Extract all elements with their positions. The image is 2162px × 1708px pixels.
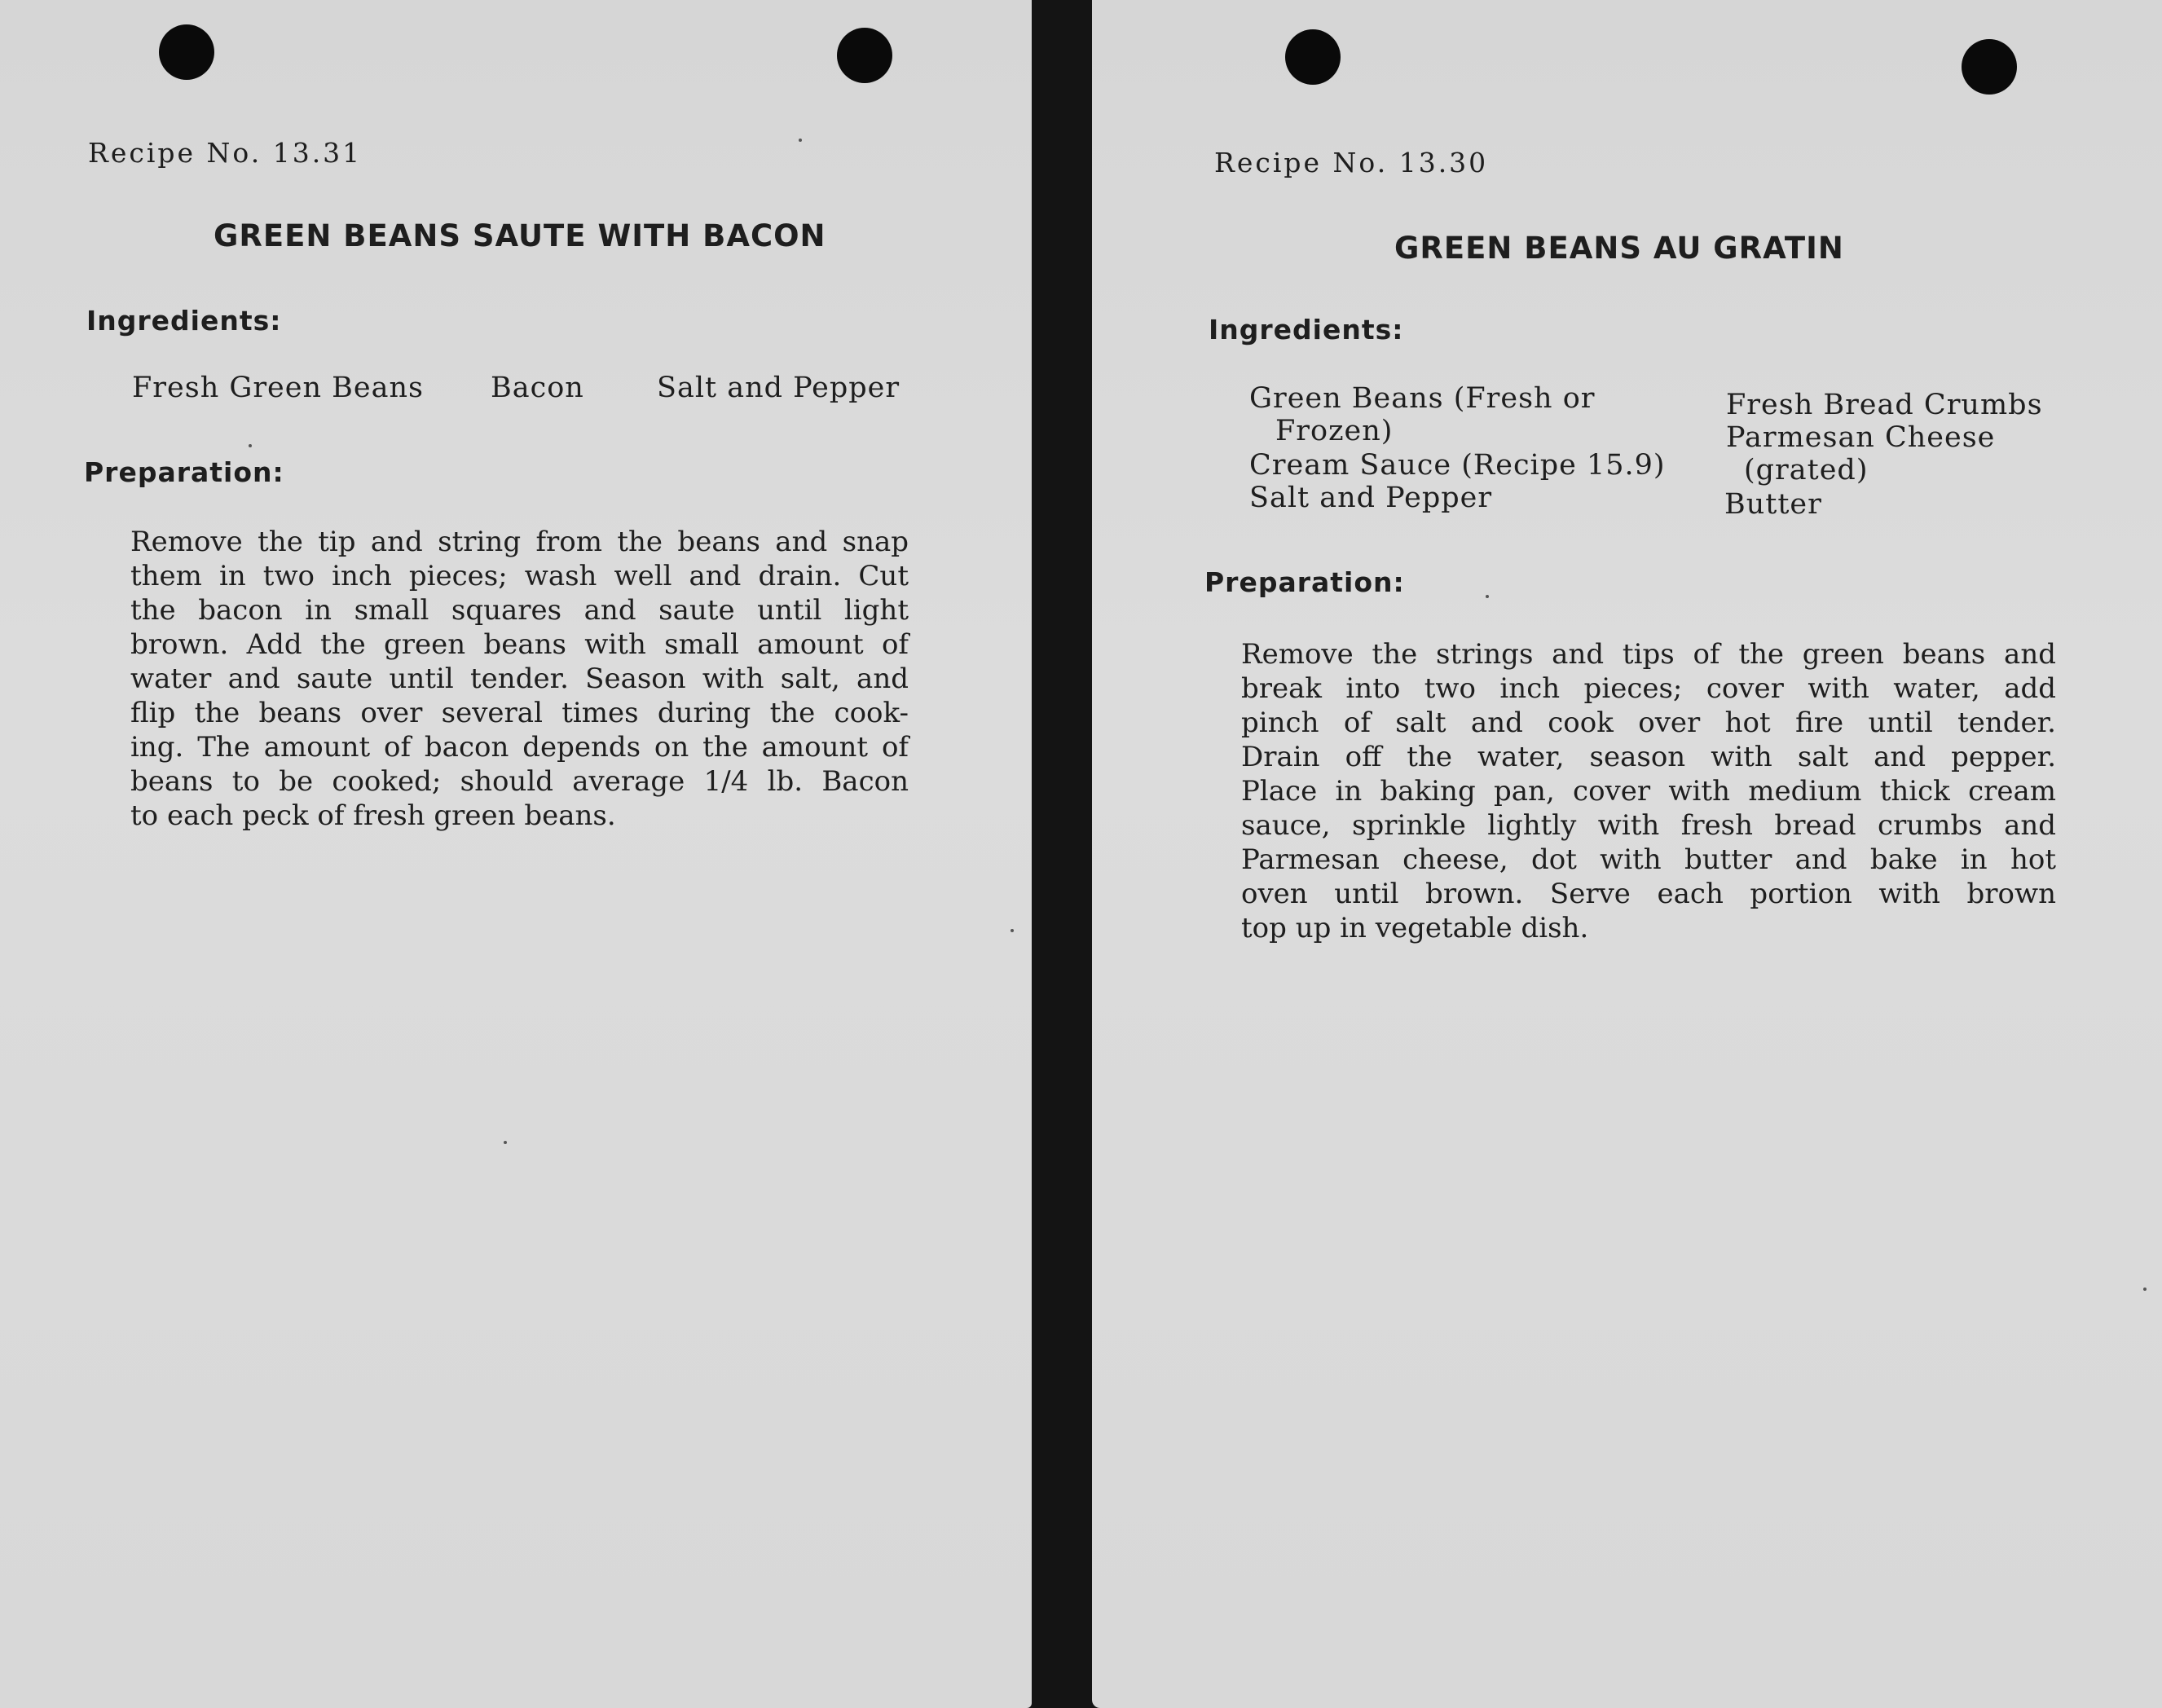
preparation-line: the bacon in small squares and saute until light <box>130 594 909 627</box>
preparation-line: brown. Add the green beans with small amount of <box>130 628 909 661</box>
preparation-line: flip the beans over several times during the cook- <box>130 697 909 729</box>
ingredient-item: Parmesan Cheese <box>1726 421 1996 454</box>
preparation-line: Parmesan cheese, dot with butter and bake in hot <box>1241 843 2056 876</box>
punch-hole-right <box>1962 39 2017 95</box>
paper-speck <box>249 444 252 447</box>
preparation-line: top up in vegetable dish. <box>1241 912 1589 944</box>
ingredient-item: Fresh Green Beans <box>132 372 424 404</box>
preparation-line: to each peck of fresh green beans. <box>130 799 616 832</box>
preparation-line: Remove the tip and string from the beans and snap <box>130 526 909 558</box>
preparation-line: Drain off the water, season with salt and pepper. <box>1241 741 2056 773</box>
ingredient-item: Fresh Bread Crumbs <box>1726 389 2043 421</box>
preparation-line: water and saute until tender. Season with salt, and <box>130 663 909 695</box>
ingredient-item: Salt and Pepper <box>1249 482 1493 514</box>
preparation-heading: Preparation: <box>1204 566 1405 598</box>
preparation-line: Remove the strings and tips of the green beans and <box>1241 638 2056 671</box>
paper-speck <box>504 1141 507 1144</box>
paper-speck <box>799 139 802 142</box>
preparation-heading: Preparation: <box>84 456 284 488</box>
paper-speck <box>2143 1288 2147 1291</box>
preparation-line: Place in baking pan, cover with medium thick cream <box>1241 775 2056 808</box>
ingredient-item: Frozen) <box>1275 415 1394 447</box>
paper-speck <box>1486 595 1489 598</box>
preparation-line: sauce, sprinkle lightly with fresh bread crumbs and <box>1241 809 2056 842</box>
ingredient-item: Salt and Pepper <box>657 372 900 404</box>
recipe-number: Recipe No. 13.31 <box>88 137 363 169</box>
ingredients-heading: Ingredients: <box>1209 314 1404 346</box>
preparation-line: pinch of salt and cook over hot fire until tender. <box>1241 707 2056 739</box>
ingredients-heading: Ingredients: <box>86 305 282 337</box>
ingredient-item: Butter <box>1724 488 1822 521</box>
recipe-card-right <box>1092 0 2162 1708</box>
punch-hole-left <box>159 24 214 80</box>
ingredient-item: Cream Sauce (Recipe 15.9) <box>1249 449 1666 482</box>
recipe-title: GREEN BEANS AU GRATIN <box>1394 231 1844 266</box>
recipe-title: GREEN BEANS SAUTE WITH BACON <box>214 218 826 253</box>
paper-speck <box>1011 929 1014 932</box>
ingredient-item: (grated) <box>1744 454 1869 486</box>
preparation-line: ing. The amount of bacon depends on the amount of <box>130 731 909 764</box>
preparation-line: break into two inch pieces; cover with water, add <box>1241 672 2056 705</box>
ingredient-item: Bacon <box>491 372 584 404</box>
punch-hole-left <box>1285 29 1341 85</box>
preparation-line: beans to be cooked; should average 1/4 lb. Bacon <box>130 765 909 798</box>
recipe-card-left <box>0 0 1032 1708</box>
recipe-number: Recipe No. 13.30 <box>1214 147 1489 178</box>
preparation-line: them in two inch pieces; wash well and drain. Cut <box>130 560 909 592</box>
preparation-line: oven until brown. Serve each portion with brown <box>1241 878 2056 910</box>
punch-hole-right <box>837 28 892 83</box>
ingredient-item: Green Beans (Fresh or <box>1249 382 1596 415</box>
